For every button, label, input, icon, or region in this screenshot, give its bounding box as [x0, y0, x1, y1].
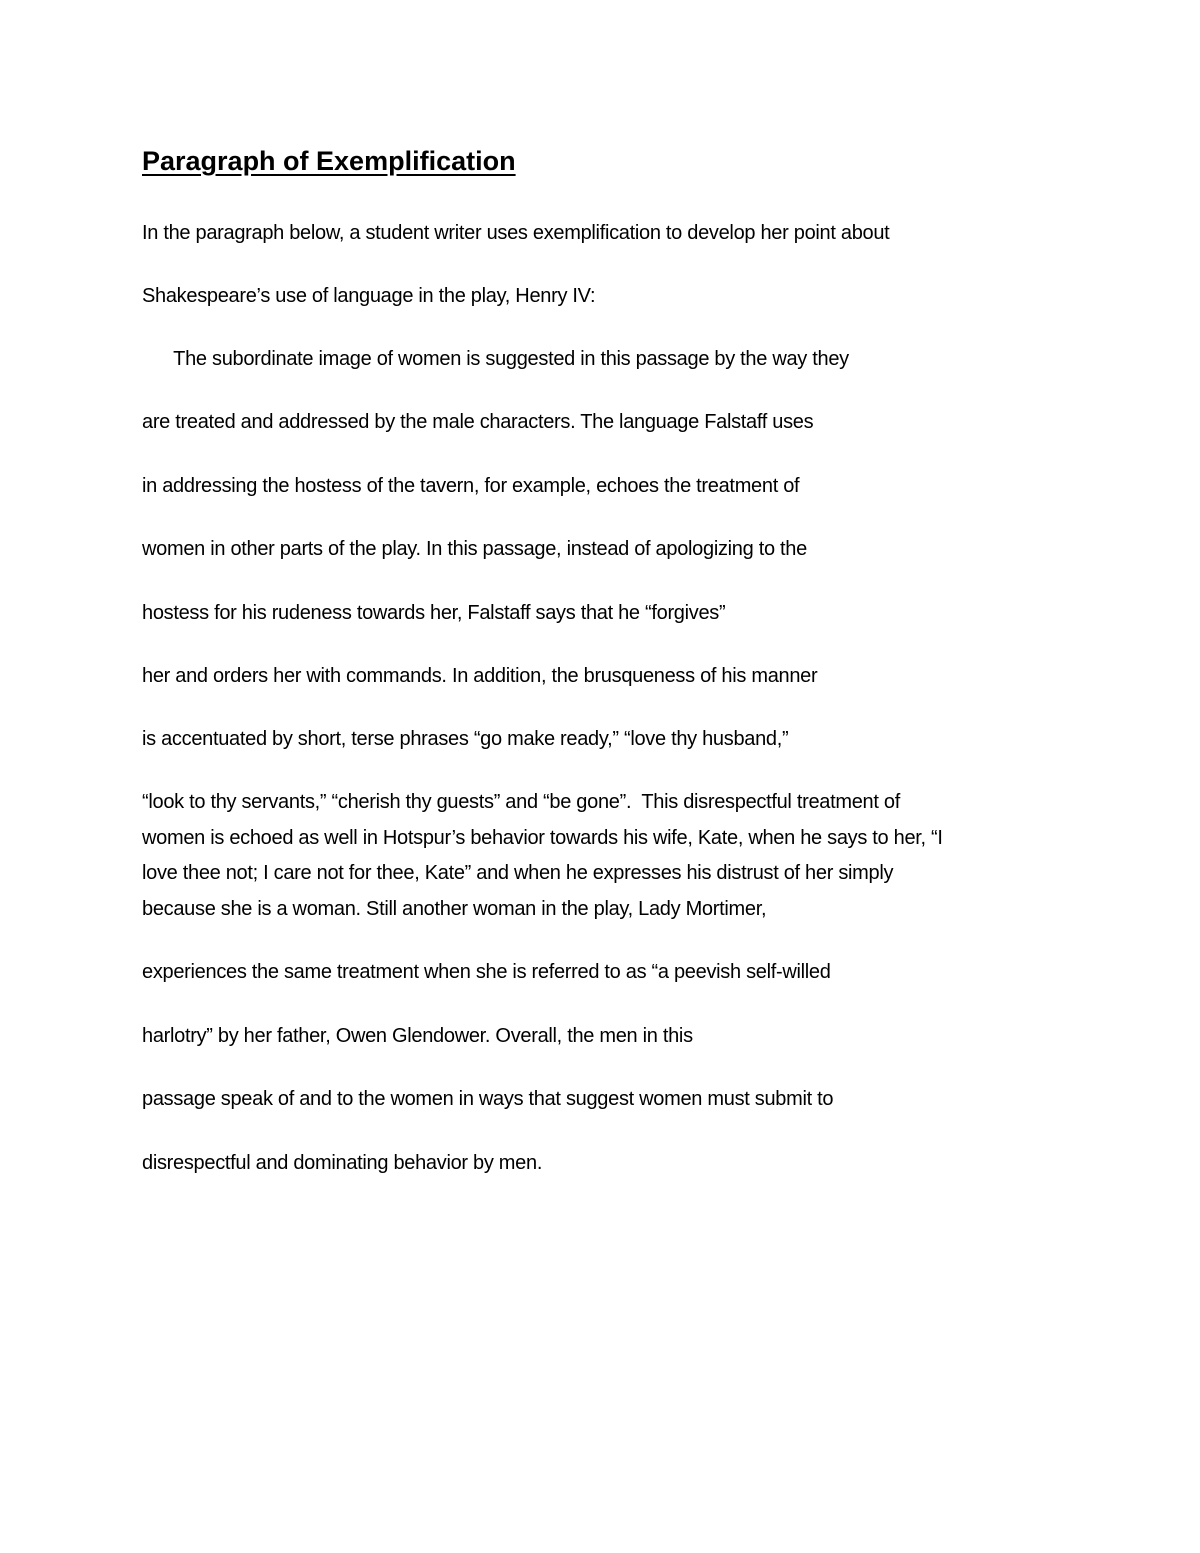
body-line: “look to thy servants,” “cherish thy guests” and “be gone”. This disrespectful treatment of — [142, 791, 900, 813]
body-line: love thee not; I care not for thee, Kate” and when he expresses his distrust of her simply — [142, 862, 894, 884]
body-line: The subordinate image of women is suggested in this passage by the way they — [142, 348, 849, 370]
body-line: experiences the same treatment when she is referred to as “a peevish self-willed — [142, 961, 831, 983]
body-line: women is echoed as well in Hotspur’s behavior towards his wife, Kate, when he says to her, “I — [142, 827, 943, 849]
body-line: hostess for his rudeness towards her, Falstaff says that he “forgives” — [142, 602, 726, 624]
body-line: is accentuated by short, terse phrases “go make ready,” “love thy husband,” — [142, 728, 789, 750]
body-line: because she is a woman. Still another woman in the play, Lady Mortimer, — [142, 898, 767, 920]
body-line: disrespectful and dominating behavior by men. — [142, 1152, 543, 1174]
body-line: passage speak of and to the women in ways that suggest women must submit to — [142, 1088, 834, 1110]
intro-line: In the paragraph below, a student writer uses exemplification to develop her point about — [142, 222, 890, 244]
body-line: harlotry” by her father, Owen Glendower. Overall, the men in this — [142, 1025, 693, 1047]
intro-line: Shakespeare’s use of language in the play, Henry IV: — [142, 285, 596, 307]
body-line: in addressing the hostess of the tavern, for example, echoes the treatment of — [142, 475, 800, 497]
document-title: Paragraph of Exemplification — [142, 146, 516, 176]
body-line: women in other parts of the play. In this passage, instead of apologizing to the — [142, 538, 807, 560]
body-line: are treated and addressed by the male characters. The language Falstaff uses — [142, 411, 814, 433]
body-line: her and orders her with commands. In addition, the brusqueness of his manner — [142, 665, 818, 687]
